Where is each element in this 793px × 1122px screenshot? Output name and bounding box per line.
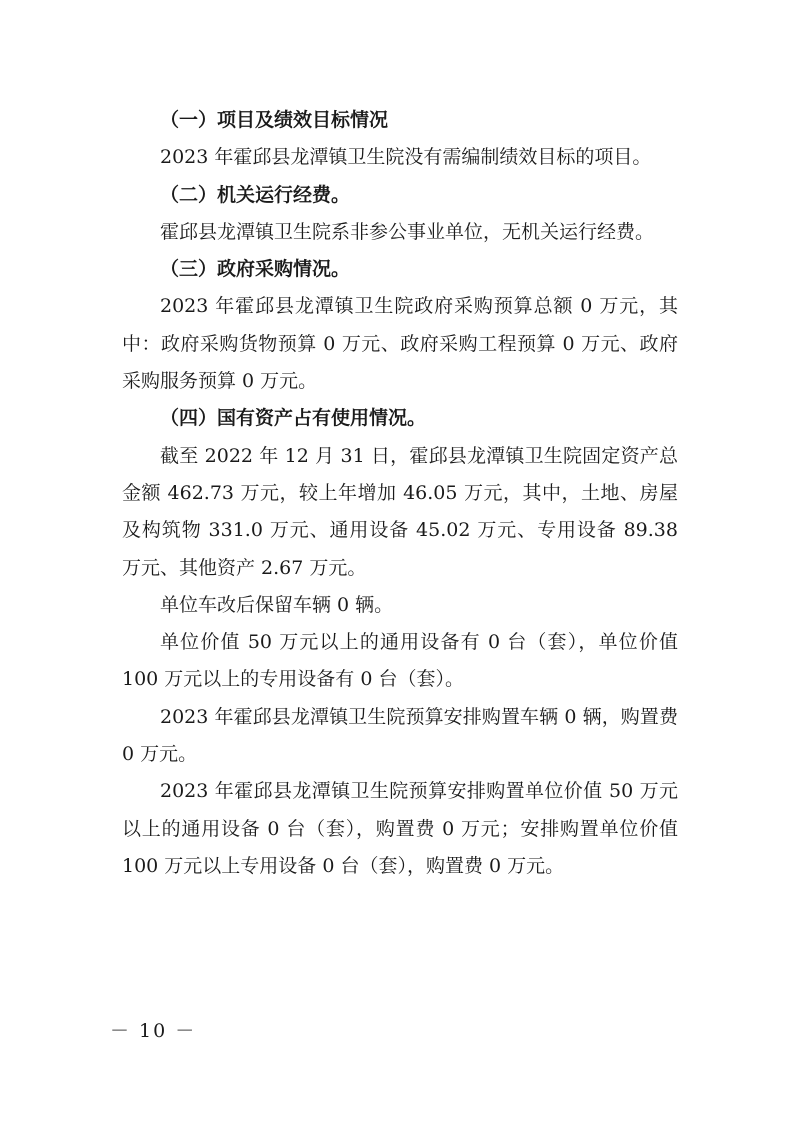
paragraph-retained-vehicles: 单位车改后保留车辆 0 辆。 xyxy=(160,593,394,616)
section-heading-project-performance: （一）项目及绩效目标情况 xyxy=(160,109,389,131)
document-body xyxy=(122,102,678,885)
page-number: － 10 － xyxy=(110,1020,197,1042)
paragraph-fixed-assets: 截至 2022 年 12 月 31 日，霍邱县龙潭镇卫生院固定资产总金额 462.73 万元，较上年增加 46.05 万元，其中，土地、房屋及构筑物 331.0 万元、通用设备 45.02 万元、专用设备 89.38 万元、其他资产 2.67 万元。 xyxy=(122,444,678,579)
section-heading-state-assets: （四）国有资产占有使用情况。 xyxy=(160,407,427,430)
paragraph-project-performance: 2023 年霍邱县龙潭镇卫生院没有需编制绩效目标的项目。 xyxy=(160,146,652,169)
paragraph-vehicle-purchase-budget: 2023 年霍邱县龙潭镇卫生院预算安排购置车辆 0 辆，购置费 0 万元。 xyxy=(122,705,678,766)
section-heading-government-procurement: （三）政府采购情况。 xyxy=(160,258,351,281)
section-heading-operating-expenses: （二）机关运行经费。 xyxy=(160,183,351,206)
paragraph-operating-expenses: 霍邱县龙潭镇卫生院系非参公事业单位，无机关运行经费。 xyxy=(160,220,655,243)
paragraph-high-value-equipment: 单位价值 50 万元以上的通用设备有 0 台（套），单位价值 100 万元以上的专用设备有 0 台（套）。 xyxy=(122,631,678,691)
paragraph-equipment-purchase-budget: 2023 年霍邱县龙潭镇卫生院预算安排购置单位价值 50 万元以上的通用设备 0 台（套），购置费 0 万元；安排购置单位价值 100 万元以上专用设备 0 台（套），购置费 0 万元。 xyxy=(122,780,678,877)
paragraph-government-procurement: 2023 年霍邱县龙潭镇卫生院政府采购预算总额 0 万元，其中：政府采购货物预算 0 万元、政府采购工程预算 0 万元、政府采购服务预算 0 万元。 xyxy=(122,295,678,393)
